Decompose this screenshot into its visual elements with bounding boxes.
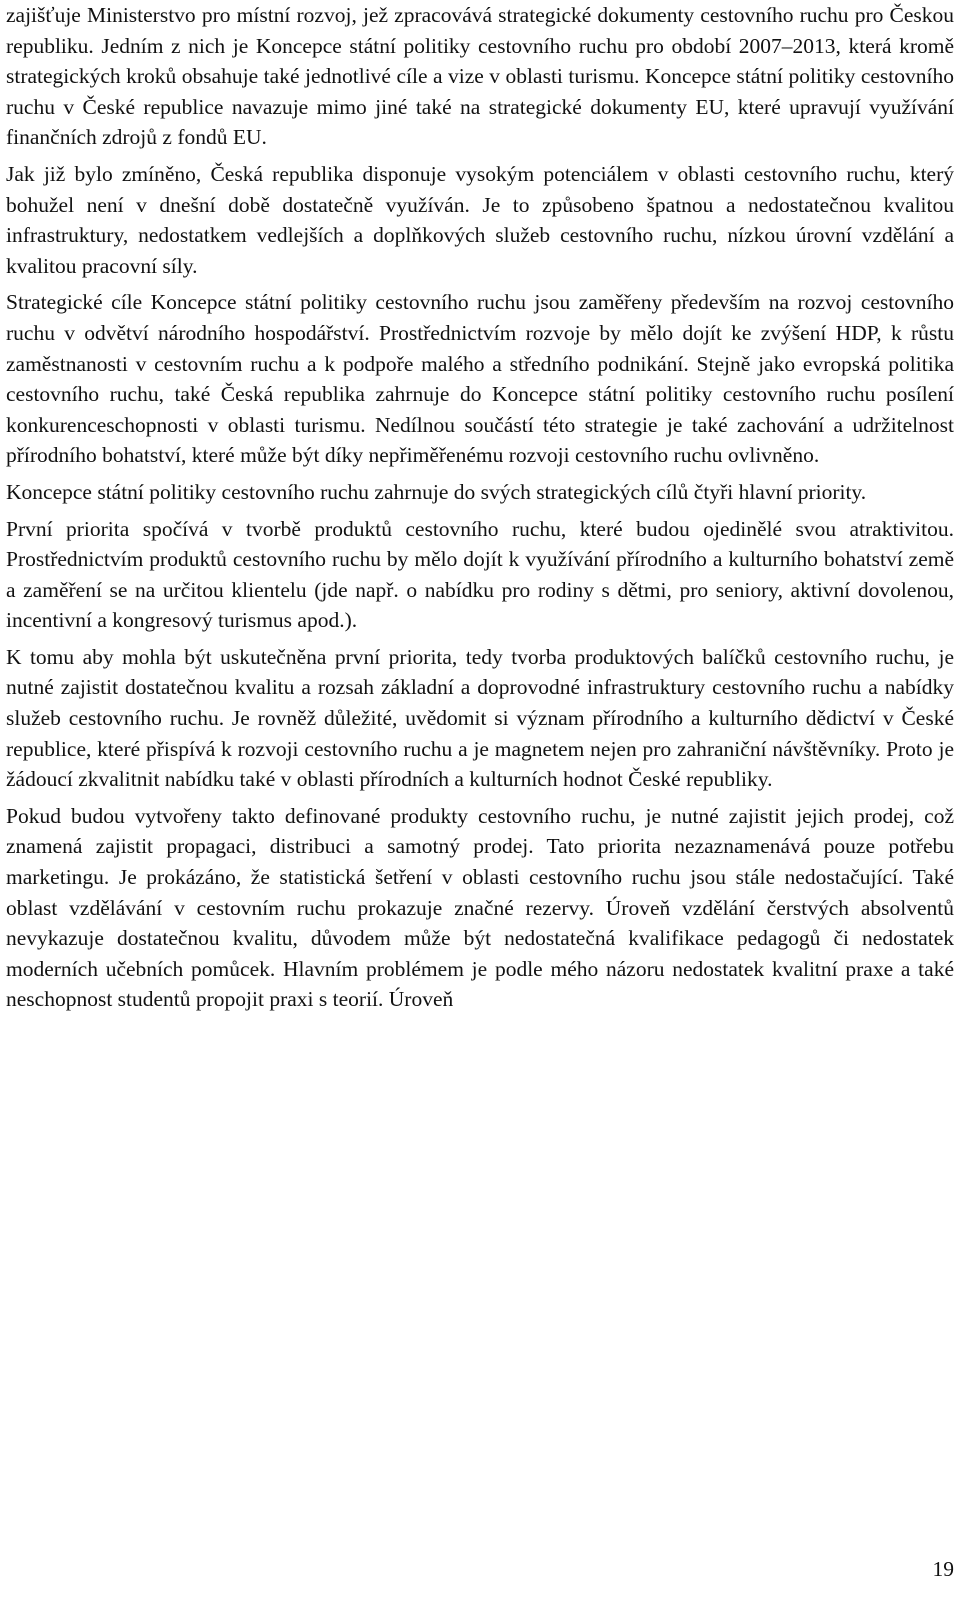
paragraph-3: Strategické cíle Koncepce státní politiky cestovního ruchu jsou zaměřeny především na rozvoj cestovního ruchu v odvětví národního hospodářství. Prostřednictvím rozvoje by mělo dojít ke zvýšení HDP, k růstu zaměstnanosti v cestovním ruchu a k podpoře malého a středního podnikání. Stejně jako evropská politika cestovního ruchu, také Česká republika zahrnuje do Koncepce státní politiky cestovního ruchu posílení konkurenceschopnosti v oblasti turismu. Nedílnou součástí této strategie je také zachování a udržitelnost přírodního bohatství, které může být díky nepřiměřenému rozvoji cestovního ruchu ovlivněno. <box>6 290 954 468</box>
document-page <box>6 0 954 1021</box>
paragraph-5: První priorita spočívá v tvorbě produktů cestovního ruchu, které budou ojedinělé svou atraktivitou. Prostřednictvím produktů cestovního ruchu by mělo dojít k využívání přírodního a kulturního bohatství země a zaměření se na určitou klientelu (jde např. o nabídku pro rodiny s dětmi, pro seniory, aktivní dovolenou, incentivní a kongresový turismus apod.). <box>6 516 954 633</box>
page-number: 19 <box>932 1557 954 1581</box>
paragraph-2: Jak již bylo zmíněno, Česká republika disponuje vysokým potenciálem v oblasti cestovního ruchu, který bohužel není v dnešní době dostatečně využíván. Je to způsobeno špatnou a nedostatečnou kvalitou infrastruktury, nedostatkem vedlejších a doplňkových služeb cestovního ruchu, nízkou úrovní vzdělání a kvalitou pracovní síly. <box>6 161 954 278</box>
paragraph-4: Koncepce státní politiky cestovního ruchu zahrnuje do svých strategických cílů čtyři hlavní priority. <box>6 479 867 504</box>
paragraph-1: zajišťuje Ministerstvo pro místní rozvoj, jež zpracovává strategické dokumenty cestovního ruchu pro Českou republiku. Jedním z nich je Koncepce státní politiky cestovního ruchu pro období 2007–2013, která kromě strategických kroků obsahuje také jednotlivé cíle a vize v oblasti turismu. Koncepce státní politiky cestovního ruchu v České republice navazuje mimo jiné také na strategické dokumenty EU, které upravují využívání finančních zdrojů z fondů EU. <box>6 3 954 150</box>
paragraph-7: Pokud budou vytvořeny takto definované produkty cestovního ruchu, je nutné zajistit jejich prodej, což znamená zajistit propagaci, distribuci a samotný prodej. Tato priorita nezaznamenává pouze potřebu marketingu. Je prokázáno, že statistická šetření v oblasti cestovního ruchu jsou stále nedostačující. Také oblast vzdělávání v cestovním ruchu prokazuje značné rezervy. Úroveň vzdělání čerstvých absolventů nevykazuje dostatečnou kvalitu, důvodem může být nedostatečná kvalifikace pedagogů či nedostatek moderních učebních pomůcek. Hlavním problémem je podle mého názoru nedostatek kvalitní praxe a také neschopnost studentů propojit praxi s teorií. Úroveň <box>6 803 954 1012</box>
paragraph-6: K tomu aby mohla být uskutečněna první priorita, tedy tvorba produktových balíčků cestovního ruchu, je nutné zajistit dostatečnou kvalitu a rozsah základní a doprovodné infrastruktury cestovního ruchu a nabídky služeb cestovního ruchu. Je rovněž důležité, uvědomit si význam přírodního a kulturního dědictví v České republice, které přispívá k rozvoji cestovního ruchu a je magnetem nejen pro zahraniční návštěvníky. Proto je žádoucí zkvalitnit nabídku také v oblasti přírodních a kulturních hodnot České republiky. <box>6 644 954 792</box>
